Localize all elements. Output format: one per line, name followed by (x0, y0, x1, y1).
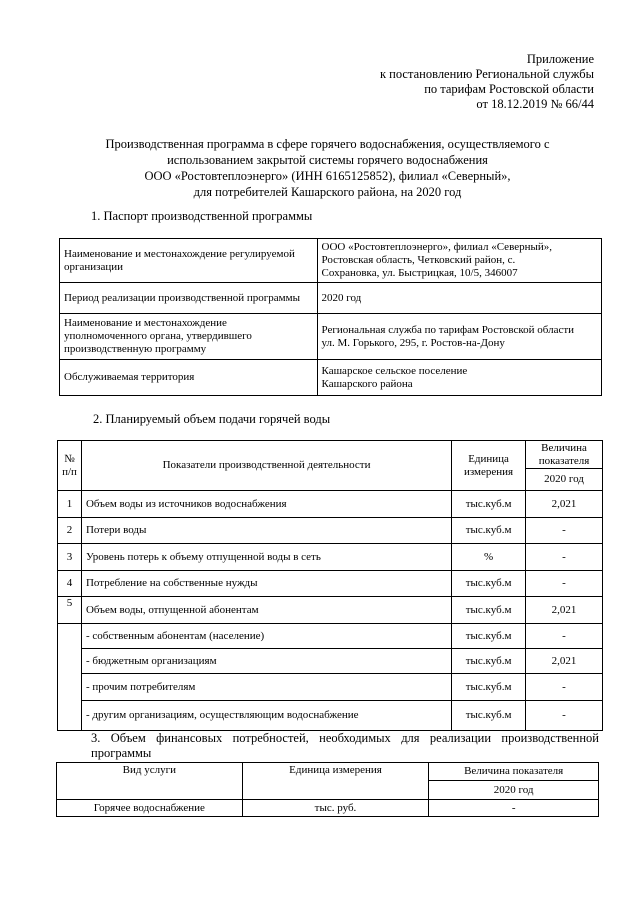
header-text: измерения (463, 465, 514, 478)
empty-num-cell (58, 624, 82, 731)
header-value: Величина показателя (429, 763, 599, 781)
row-num: 2 (58, 518, 82, 544)
appendix-line: по тарифам Ростовской области (424, 82, 594, 96)
row-value: - (526, 571, 603, 597)
row-name: Потребление на собственные нужды (81, 571, 451, 597)
row-unit: % (452, 544, 526, 571)
subrow-name: - другим организациям, осуществляющим водоснабжение (81, 701, 451, 731)
table-header-row (57, 763, 599, 781)
section1-heading: 1. Паспорт производственной программы (91, 209, 313, 223)
row-unit: тыс.куб.м (452, 571, 526, 597)
header-year: 2020 год (526, 469, 603, 491)
passport-table (59, 238, 602, 396)
subrow-unit: тыс.куб.м (452, 701, 526, 731)
appendix-line: от 18.12.2019 № 66/44 (476, 97, 594, 111)
table-header-row (58, 441, 603, 469)
table-row (58, 518, 603, 544)
passport-value (317, 239, 601, 283)
header-text: № (64, 452, 75, 465)
row-name: Потери воды (81, 518, 451, 544)
row-value: - (429, 800, 599, 817)
passport-value (317, 283, 601, 314)
subrow-name: - собственным абонентам (население) (81, 624, 451, 649)
section2-heading: 2. Планируемый объем подачи горячей воды (93, 412, 331, 426)
appendix-line: Приложение (526, 52, 594, 66)
section3-heading: 3. Объем финансовых потребностей, необходимых для реализации производственной программы (91, 731, 599, 760)
header-service: Вид услуги (57, 763, 243, 800)
row-unit: тыс. руб. (242, 800, 429, 817)
header-text: Величина (541, 441, 587, 454)
table-row (60, 360, 602, 396)
row-num: 5 (58, 597, 82, 624)
header-num (58, 441, 82, 491)
passport-value (317, 314, 601, 360)
passport-label: Наименование и местонахождение регулируемой организации (60, 239, 318, 283)
header-indicator: Показатели производственной деятельности (81, 441, 451, 491)
table-row (60, 314, 602, 360)
table-row (60, 239, 602, 283)
water-supply-table (57, 440, 603, 731)
header-unit (452, 441, 526, 491)
table-row (58, 544, 603, 571)
row-service: Горячее водоснабжение (57, 800, 243, 817)
subrow-unit: тыс.куб.м (452, 624, 526, 649)
appendix-line: к постановлению Региональной службы (379, 67, 594, 81)
table-subrow (58, 624, 603, 649)
row-num: 3 (58, 544, 82, 571)
value-line: 2020 год (321, 291, 362, 304)
table-row (58, 571, 603, 597)
row-unit: тыс.куб.м (452, 518, 526, 544)
title-line: Производственная программа в сфере горячего водоснабжения, осуществляемого с (105, 137, 550, 151)
table-row (60, 283, 602, 314)
value-line: Сохрановка, ул. Быстрицкая, 10/5, 346007 (321, 267, 518, 279)
value-line: Региональная служба по тарифам Ростовской области (321, 323, 575, 336)
row-name: Уровень потерь к объему отпущенной воды в сеть (81, 544, 451, 571)
subrow-name: - бюджетным организациям (81, 649, 451, 674)
row-name: Объем воды, отпущенной абонентам (81, 597, 451, 624)
value-line: ООО «Ростовтеплоэнерго», филиал «Северный», (321, 241, 552, 253)
finance-table (56, 762, 599, 817)
subrow-name: - прочим потребителям (81, 674, 451, 701)
row-unit: тыс.куб.м (452, 597, 526, 624)
subrow-unit: тыс.куб.м (452, 674, 526, 701)
table-subrow (58, 701, 603, 731)
appendix-header (234, 52, 594, 112)
passport-value (317, 360, 601, 396)
header-value (526, 441, 603, 469)
row-num: 4 (58, 571, 82, 597)
table-subrow (58, 674, 603, 701)
row-value: 2,021 (526, 491, 603, 518)
header-year: 2020 год (429, 781, 599, 800)
table-row (58, 491, 603, 518)
row-num: 1 (58, 491, 82, 518)
value-line: ул. М. Горького, 295, г. Ростов-на-Дону (321, 336, 505, 349)
header-text: показателя (538, 454, 590, 467)
passport-label: Обслуживаемая территория (60, 360, 318, 396)
subrow-value: - (526, 624, 603, 649)
subrow-value: - (526, 701, 603, 731)
row-value: - (526, 544, 603, 571)
value-line: Ростовская область, Четковский район, с. (321, 254, 516, 266)
subrow-value: 2,021 (526, 649, 603, 674)
header-text: п/п (62, 465, 77, 478)
subrow-unit: тыс.куб.м (452, 649, 526, 674)
row-unit: тыс.куб.м (452, 491, 526, 518)
subrow-value: - (526, 674, 603, 701)
title-line: ООО «Ростовтеплоэнерго» (ИНН 6165125852), филиал «Северный», (144, 169, 511, 183)
header-unit: Единица измерения (242, 763, 429, 800)
passport-label: Наименование и местонахождение уполномоченного органа, утвердившего производственную программу (60, 314, 318, 360)
title-line: использованием закрытой системы горячего водоснабжения (167, 153, 488, 167)
value-line: Кашарского района (321, 377, 413, 390)
header-text: Единица (468, 452, 509, 465)
row-value: - (526, 518, 603, 544)
table-subrow (58, 649, 603, 674)
passport-label: Период реализации производственной программы (60, 283, 318, 314)
row-name: Объем воды из источников водоснабжения (81, 491, 451, 518)
value-line: Кашарское сельское поселение (321, 364, 468, 377)
title-line: для потребителей Кашарского района, на 2020 год (193, 185, 462, 199)
document-title (60, 136, 595, 200)
table-row (58, 597, 603, 624)
row-value: 2,021 (526, 597, 603, 624)
table-row (57, 800, 599, 817)
